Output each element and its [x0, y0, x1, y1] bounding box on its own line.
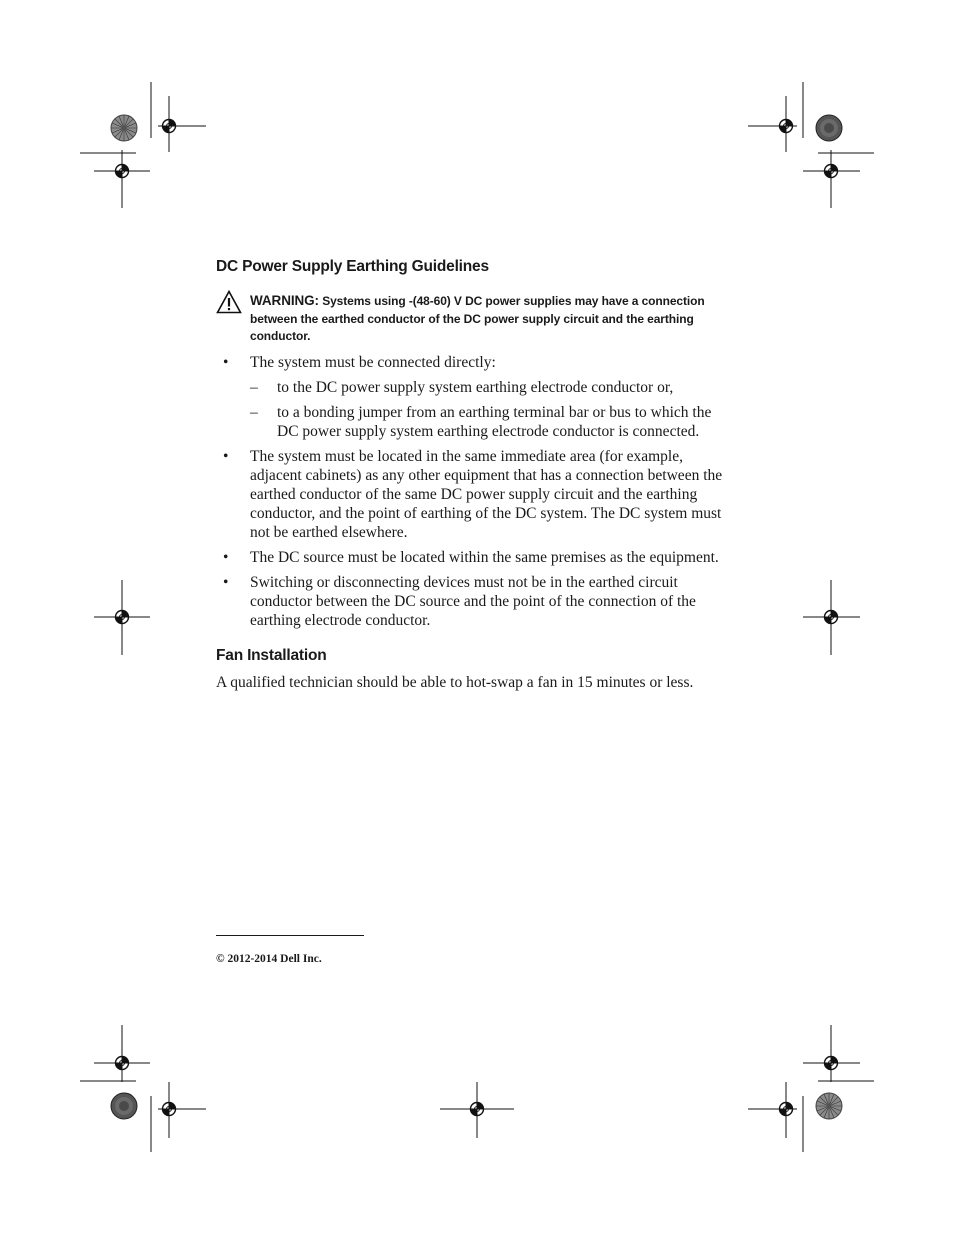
list-item	[216, 447, 736, 542]
list-item-text: The system must be connected directly:	[250, 353, 496, 371]
section-title-dc-earthing: DC Power Supply Earthing Guidelines	[216, 258, 489, 275]
section-title-fan-installation: Fan Installation	[216, 646, 327, 664]
list-item-text: The system must be located in the same immediate area (for example, adjacent cabinets) as any other equipment that has a connection between the earthed conductor of the same DC power supply circuit and the earthing conductor, and the point of earthing of the DC system. The DC system must not be earthed elsewhere.	[250, 447, 723, 541]
warning-label: WARNING:	[250, 293, 319, 308]
crop-mark-top-left	[80, 82, 151, 153]
dash-glyph: –	[250, 378, 258, 396]
warning-notice	[216, 292, 736, 346]
dash-glyph: –	[250, 403, 258, 421]
sub-list-item-text: to a bonding jumper from an earthing terminal bar or bus to which the DC power supply system earthing electrode conductor is connected.	[277, 403, 712, 440]
crop-mark-bottom-right	[803, 1081, 874, 1152]
footnote-divider	[216, 935, 364, 936]
sub-list	[250, 378, 736, 441]
sub-list-item	[250, 378, 736, 397]
list-item	[216, 548, 736, 567]
warning-text: Systems using -(48-60) V DC power supplies may have a connection between the earthed conductor of the DC power supply circuit and the earthing conductor.	[250, 294, 705, 343]
bullet-glyph: •	[223, 573, 229, 591]
guidelines-list	[216, 353, 736, 630]
crop-mark-top-right	[803, 82, 874, 153]
bullet-glyph: •	[223, 353, 229, 371]
bullet-glyph: •	[223, 548, 229, 566]
color-target-icon	[111, 1093, 137, 1119]
sub-list-item	[250, 403, 736, 441]
copyright-notice: © 2012-2014 Dell Inc.	[216, 953, 322, 965]
caution-triangle-icon	[216, 290, 242, 314]
bullet-glyph: •	[223, 447, 229, 465]
list-item	[216, 353, 736, 441]
list-item-text: Switching or disconnecting devices must not be in the earthed circuit conductor between the DC source and the point of the connection of the earthing electrode conductor.	[250, 573, 696, 629]
sub-list-item-text: to the DC power supply system earthing electrode conductor or,	[277, 378, 674, 396]
crop-mark-bottom-left	[80, 1081, 151, 1152]
color-target-icon	[111, 115, 137, 141]
fan-installation-body: A qualified technician should be able to hot-swap a fan in 15 minutes or less.	[216, 673, 694, 691]
list-item	[216, 573, 736, 630]
page-content	[216, 258, 736, 707]
list-item-text: The DC source must be located within the same premises as the equipment.	[250, 548, 719, 566]
color-target-icon	[816, 1093, 842, 1119]
color-target-icon	[816, 115, 842, 141]
